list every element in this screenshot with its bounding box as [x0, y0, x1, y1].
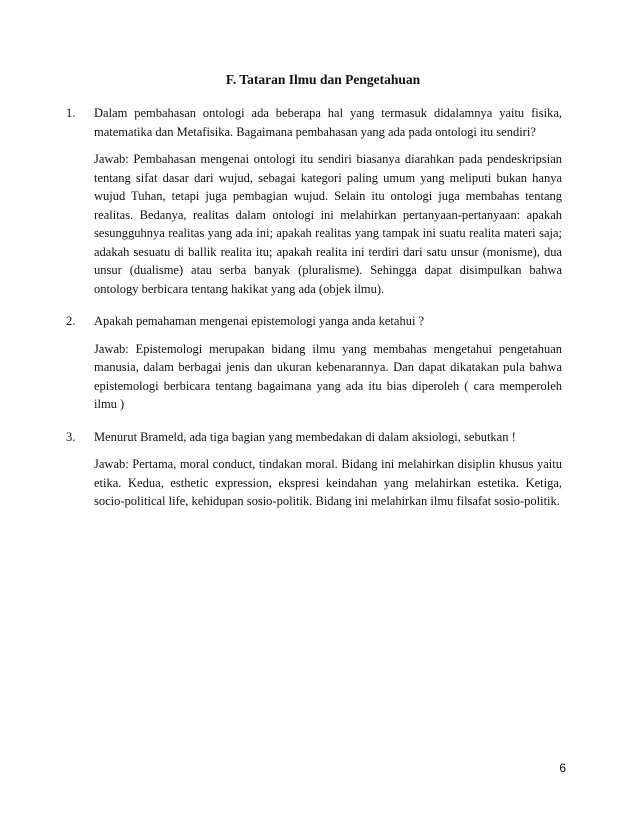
question-number: 2.	[66, 314, 76, 328]
question-item-1	[66, 104, 562, 298]
answer-text: Jawab: Pembahasan mengenai ontologi itu sendiri biasanya diarahkan pada pendeskripsian tentang sifat dasar dari wujud, sebagai kategori paling umum yang meliputi bukan hanya wujud Tuhan, tetapi juga pembagian wujud. Selain itu ontologi juga membahas tentang realitas. Bedanya, realitas dalam ontologi ini melahirkan pertanyaan-pertanyaan: apakah sesungguhnya realitas yang ada ini; apakah realitas yang tampak ini suatu realita materi saja; adakah sesuatu di ballik realita itu; apakah realita ini terdiri dari satu unsur (monisme), dua unsur (dualisme) atau serba banyak (pluralisme). Sehingga dapat disimpulkan bahwa ontology berbicara tentang hakikat yang ada (objek ilmu).	[94, 152, 562, 296]
page-number: 6	[559, 761, 566, 775]
question-number: 1.	[66, 106, 76, 120]
question-text: Apakah pemahaman mengenai epistemologi yanga anda ketahui ?	[94, 314, 425, 328]
question-number: 3.	[66, 429, 76, 444]
question-text: Menurut Brameld, ada tiga bagian yang membedakan di dalam aksiologi, sebutkan !	[94, 429, 516, 444]
section-title: F. Tataran Ilmu dan Pengetahuan	[225, 72, 421, 87]
question-list	[66, 104, 562, 525]
answer-text: Jawab: Epistemologi merupakan bidang ilmu yang membahas mengetahui pengetahuan manusia, dalam berbagai jenis dan ukuran kebenarannya. Dan dapat dikatakan pula bahwa epistemologi berbicara tentang bagaimana yang ada itu bias diperoleh ( cara memperoleh ilmu )	[94, 341, 562, 411]
question-item-2	[66, 312, 562, 414]
answer-text: Jawab: Pertama, moral conduct, tindakan moral. Bidang ini melahirkan disiplin khusus yaitu etika. Kedua, esthetic expression, ekspresi keindahan yang melahirkan estetika. Ketiga, socio-political life, kehidupan sosio-politik. Bidang ini melahirkan ilmu filsafat sosio-politik.	[94, 457, 562, 508]
question-text: Dalam pembahasan ontologi ada beberapa hal yang termasuk didalamnya yaitu fisika, matematika dan Metafisika. Bagaimana pembahasan yang ada pada ontologi itu sendiri?	[94, 106, 562, 139]
question-item-3	[66, 428, 562, 511]
